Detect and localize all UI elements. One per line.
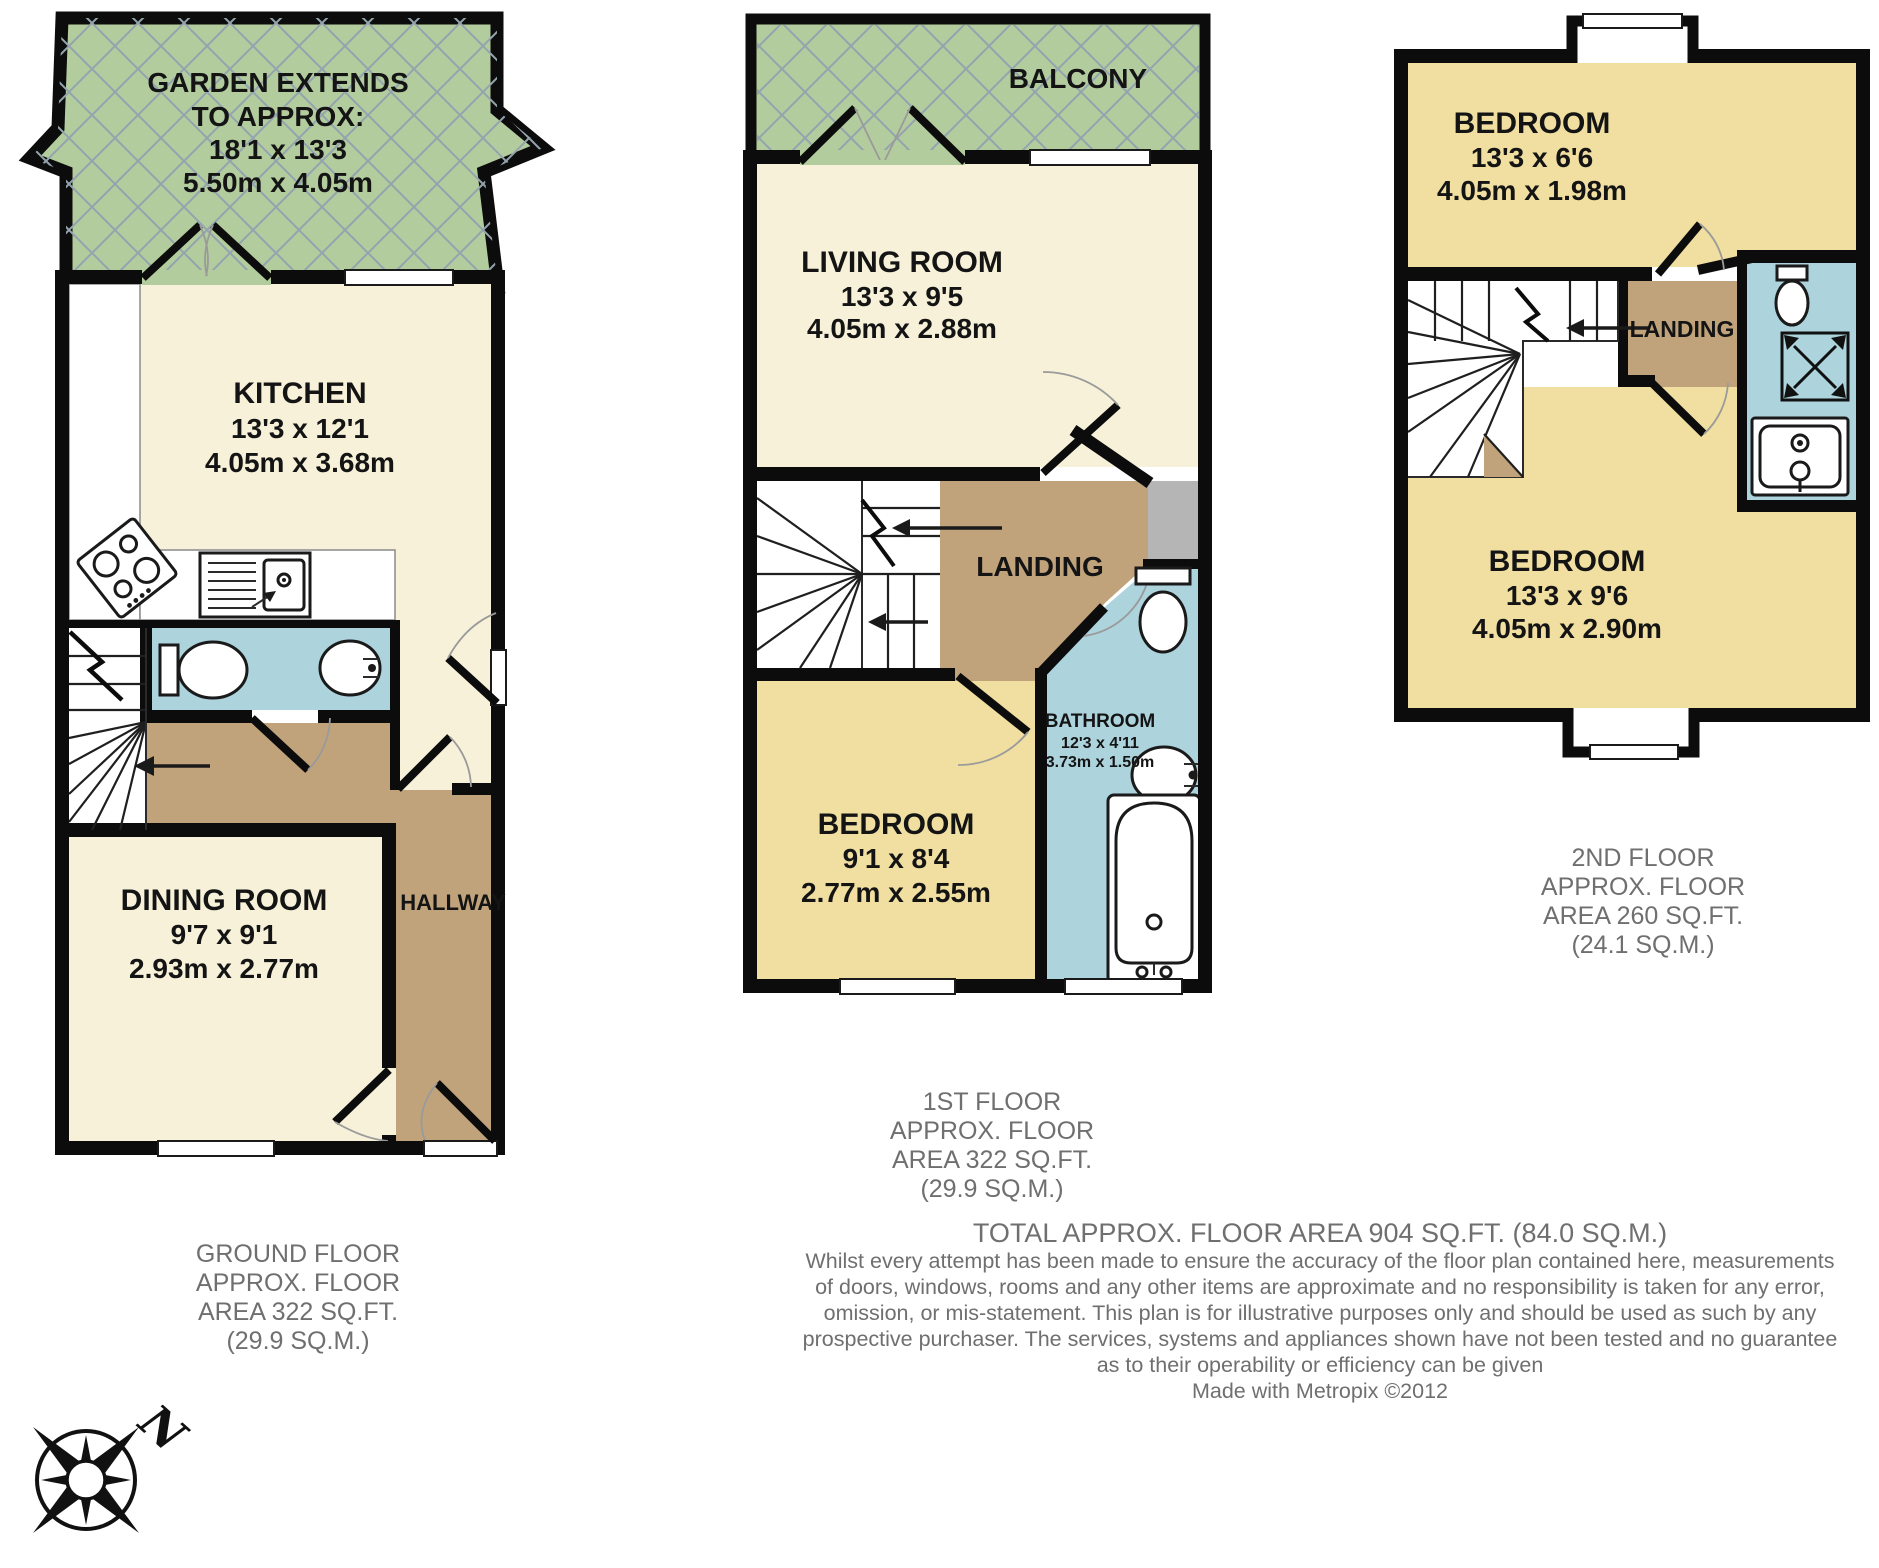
disclaimer-line5: as to their operability or efficiency can be given [1096,1353,1544,1377]
disclaimer-line1: Whilst every attempt has been made to ensure the accuracy of the floor plan contained here, measurements [805,1249,1835,1273]
kitchen-window [345,270,453,285]
ff-bedroom-dim-imperial: 9'1 x 8'4 [842,843,950,874]
wall-wc-right [390,620,400,790]
ff-landing-label: LANDING [976,551,1104,582]
ff-bedroom-dim-metric: 2.77m x 2.55m [801,877,991,908]
ff-bedroom-label: BEDROOM [817,808,975,841]
compass-north-label: N [129,1393,197,1463]
garden-label-line4: 5.50m x 4.05m [183,167,373,198]
living-room-dim-imperial: 13'3 x 9'5 [840,281,964,312]
first-floor-plan [750,19,1205,1203]
second-caption-line2: APPROX. FLOOR [1540,873,1746,901]
ff-bathroom-dim-metric: 3.73m x 1.50m [1045,754,1155,771]
ground-floor-plan [30,18,543,1355]
ground-caption-line3: AREA 322 SQ.FT. [197,1298,399,1326]
garden-label-line1: GARDEN EXTENDS [147,67,409,98]
sf-bedroom-top-dim-metric: 4.05m x 1.98m [1437,175,1627,206]
dining-room-dim-imperial: 9'7 x 9'1 [170,919,278,950]
kitchen-area-extension [395,620,491,790]
total-area-text: TOTAL APPROX. FLOOR AREA 904 SQ.FT. (84.0 SQ.M.) [972,1218,1668,1248]
wall-wc-bottom-left [140,710,252,723]
sf-stairs-upper [1408,281,1618,341]
credit-text: Made with Metropix ©2012 [1191,1379,1449,1403]
wall-living-landing [750,467,1040,481]
living-room-window [1030,150,1150,165]
sf-bedroom-bottom-dim-imperial: 13'3 x 9'6 [1505,580,1629,611]
living-room-dim-metric: 4.05m x 2.88m [807,313,997,344]
sf-landing-label: LANDING [1629,316,1735,342]
sf-bedroom-top-dim-imperial: 13'3 x 6'6 [1470,142,1594,173]
ff-bathroom-dim-imperial: 12'3 x 4'11 [1061,735,1139,752]
compass-center [67,1461,105,1499]
wall-sf-bathroom-top [1747,250,1856,263]
dining-room-dim-metric: 2.93m x 2.77m [129,953,319,984]
wall-sf-bedroomtop-bottom [1408,267,1652,281]
balcony-label: BALCONY [1008,63,1148,94]
balcony-door-opening [800,150,965,165]
front-door-opening [424,1141,497,1156]
kitchen-label: KITCHEN [233,377,367,410]
dining-room-label: DINING ROOM [120,884,328,917]
footer [803,1218,1838,1403]
disclaimer-line4: prospective purchaser. The services, systems and appliances shown have not been tested and no guarantee [802,1327,1838,1351]
bathtub-icon [1108,795,1200,983]
dining-window [158,1141,274,1156]
second-caption-line3: AREA 260 SQ.FT. [1542,902,1744,930]
bay-window [1590,745,1678,759]
toilet-icon-sf [1776,266,1808,325]
toilet-icon [160,642,247,698]
wall-dining-right-upper [382,823,396,1068]
first-caption-line3: AREA 322 SQ.FT. [891,1146,1093,1174]
first-caption-line1: 1ST FLOOR [922,1088,1062,1116]
wall-dining-top [62,823,396,837]
wall-sf-bathroom-bottom [1737,500,1856,512]
ff-bedroom-window [840,979,955,994]
ground-caption-line2: APPROX. FLOOR [195,1269,401,1297]
kitchen-dim-imperial: 13'3 x 12'1 [231,413,369,444]
ground-caption-line4: (29.9 SQ.M.) [226,1327,370,1355]
sink-icon [200,553,310,617]
ground-caption-line1: GROUND FLOOR [195,1240,401,1268]
chimney-opening [1572,49,1693,63]
garden-label-line3: 18'1 x 13'3 [209,134,347,165]
sf-bedroom-bottom-label: BEDROOM [1488,545,1646,578]
chimney-window [1583,14,1682,28]
sf-landing-door-gap [1655,375,1737,387]
living-room-label: LIVING ROOM [801,246,1003,279]
hallway-label: HALLWAY [400,890,506,915]
sf-bedroom-bottom-dim-metric: 4.05m x 2.90m [1472,613,1662,644]
ff-bathroom-label: BATHROOM [1044,711,1156,732]
disclaimer-line2: of doors, windows, rooms and any other items are approximate and no responsibility is taken for any error, [815,1275,1825,1299]
wc-basin-icon [320,641,380,695]
ff-bathroom-window [1065,979,1182,994]
second-floor-plan [1401,14,1863,959]
bay-opening [1568,708,1694,722]
wall-counter-wc [62,620,400,628]
sink-icon-sf [1752,418,1848,495]
sf-bedroom-top-label: BEDROOM [1453,107,1611,140]
wall-landing-bedroom-left [750,668,955,681]
dining-area [69,837,382,1141]
second-caption-line1: 2ND FLOOR [1571,844,1715,872]
disclaimer-line3: omission, or mis-statement. This plan is for illustrative purposes only and should be used as such by any [823,1301,1817,1325]
garden-label-line2: TO APPROX: [191,101,365,132]
first-caption-line4: (29.9 SQ.M.) [920,1175,1064,1203]
second-caption-line4: (24.1 SQ.M.) [1571,931,1715,959]
wall-sf-bathroom-left [1737,250,1747,500]
first-caption-line2: APPROX. FLOOR [889,1117,1095,1145]
kitchen-dim-metric: 4.05m x 3.68m [205,447,395,478]
cupboard-area [1148,481,1198,560]
toilet-icon-ff [1136,568,1190,652]
compass-rose [33,1393,198,1533]
